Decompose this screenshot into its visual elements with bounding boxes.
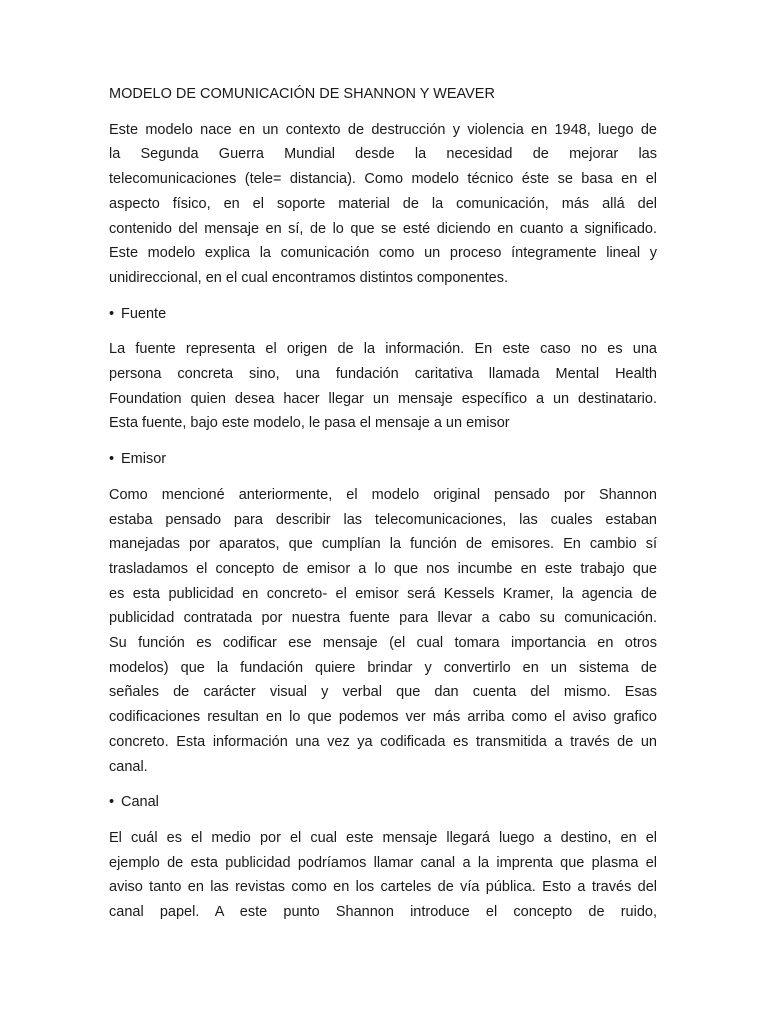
paragraph-line: persona concreta sino, una fundación caritativa llamada Mental Health — [109, 366, 657, 383]
paragraph-line: El cuál es el medio por el cual este mensaje llegará luego a destino, en el — [109, 829, 657, 846]
paragraph-line: manejadas por aparatos, que cumplían la función de emisores. En cambio sí — [109, 536, 657, 553]
section-paragraph-fuente — [109, 337, 657, 436]
paragraph-line: canal papel. A este punto Shannon introduce el concepto de ruido, — [109, 904, 657, 921]
paragraph-line: estaba pensado para describir las telecomunicaciones, las cuales estaban — [109, 511, 657, 528]
section-paragraph-emisor — [109, 483, 657, 779]
bullet-icon: • — [109, 794, 115, 811]
paragraph-line: concreto. Esta información una vez ya codificada es transmitida a través de un — [109, 733, 657, 750]
intro-line: Este modelo explica la comunicación como un proceso íntegramente lineal y — [109, 245, 657, 262]
document-page — [109, 82, 657, 936]
intro-paragraph — [109, 118, 657, 291]
section-heading: Canal — [121, 794, 159, 811]
paragraph-line: modelos) que la fundación quiere brindar y convertirlo en un sistema de — [109, 659, 657, 676]
paragraph-line: Su función es codificar ese mensaje (el cual tomara importancia en otros — [109, 635, 657, 652]
section-paragraph-canal — [109, 826, 657, 925]
intro-line: unidireccional, en el cual encontramos distintos componentes. — [109, 269, 508, 286]
paragraph-line: Foundation quien desea hacer llegar un mensaje específico a un destinatario. — [109, 390, 657, 407]
paragraph-line: codificaciones resultan en lo que podemos ver más arriba como el aviso grafico — [109, 709, 657, 726]
paragraph-line: trasladamos el concepto de emisor a lo que nos incumbe en este trabajo que — [109, 560, 657, 577]
paragraph-line: es esta publicidad en concreto- el emisor será Kessels Kramer, la agencia de — [109, 585, 657, 602]
paragraph-line: señales de carácter visual y verbal que dan cuenta del mismo. Esas — [109, 684, 657, 701]
bullet-icon: • — [109, 305, 115, 322]
bullet-heading-canal — [109, 790, 657, 815]
bullet-heading-emisor — [109, 447, 657, 472]
intro-line: telecomunicaciones (tele= distancia). Como modelo técnico éste se basa en el — [109, 171, 657, 188]
section-heading: Fuente — [121, 305, 167, 322]
paragraph-line: Esta fuente, bajo este modelo, le pasa el mensaje a un emisor — [109, 415, 510, 432]
paragraph-line: ejemplo de esta publicidad podríamos llamar canal a la imprenta que plasma el — [109, 854, 657, 871]
paragraph-line: La fuente representa el origen de la información. En este caso no es una — [109, 341, 657, 358]
document-title: MODELO DE COMUNICACIÓN DE SHANNON Y WEAVER — [109, 86, 495, 102]
intro-line: la Segunda Guerra Mundial desde la necesidad de mejorar las — [109, 146, 657, 163]
paragraph-line: publicidad contratada por nuestra fuente para llevar a cabo su comunicación. — [109, 610, 657, 627]
paragraph-line: aviso tanto en las revistas como en los carteles de vía pública. Esto a través del — [109, 879, 657, 896]
bullet-heading-fuente — [109, 302, 657, 327]
intro-line: contenido del mensaje en sí, de lo que se esté diciendo en cuanto a significado. — [109, 220, 657, 237]
intro-line: aspecto físico, en el soporte material de la comunicación, más allá del — [109, 195, 657, 212]
paragraph-line: canal. — [109, 758, 148, 775]
intro-line: Este modelo nace en un contexto de destrucción y violencia en 1948, luego de — [109, 121, 657, 138]
bullet-icon: • — [109, 451, 115, 468]
section-heading: Emisor — [121, 451, 167, 468]
paragraph-line: Como mencioné anteriormente, el modelo original pensado por Shannon — [109, 486, 657, 503]
